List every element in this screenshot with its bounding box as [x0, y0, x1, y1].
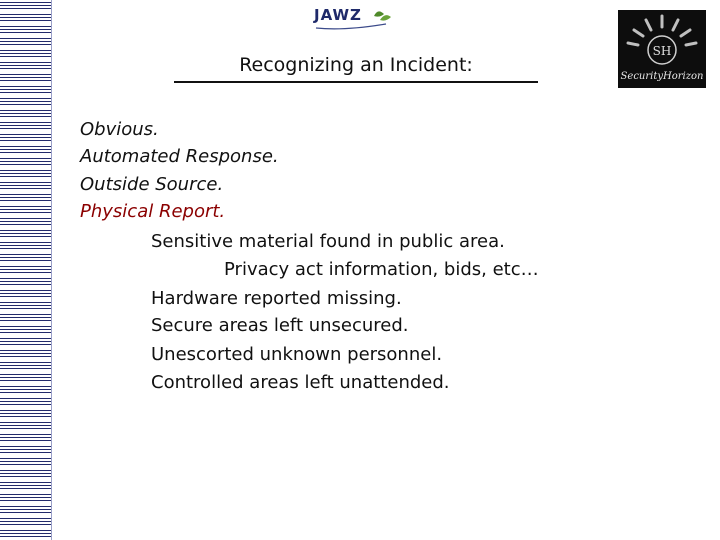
- list-item: Obvious.: [80, 119, 159, 140]
- list-item: Unescorted unknown personnel.: [151, 344, 443, 365]
- list-item: Physical Report.: [80, 201, 226, 222]
- list-item: Hardware reported missing.: [151, 288, 402, 309]
- list-item: Privacy act information, bids, etc…: [224, 259, 539, 280]
- list-item: Secure areas left unsecured.: [151, 315, 409, 336]
- list-item: Controlled areas left unattended.: [151, 372, 450, 393]
- badge-initials: SH: [652, 44, 672, 58]
- security-horizon-logo: [618, 10, 706, 88]
- title-underline: [174, 81, 538, 83]
- jawz-logo: [314, 4, 394, 32]
- list-item: Automated Response.: [80, 146, 279, 167]
- jawz-logo-mark: [314, 4, 394, 32]
- brand-badge-text: SecurityHorizon: [620, 71, 704, 82]
- jawz-logo-text: JAWZ: [314, 6, 362, 24]
- list-item: Sensitive material found in public area.: [151, 231, 505, 252]
- decorative-stripe-bar: [0, 0, 52, 540]
- slide-title: Recognizing an Incident:: [239, 54, 473, 76]
- list-item: Outside Source.: [80, 174, 224, 195]
